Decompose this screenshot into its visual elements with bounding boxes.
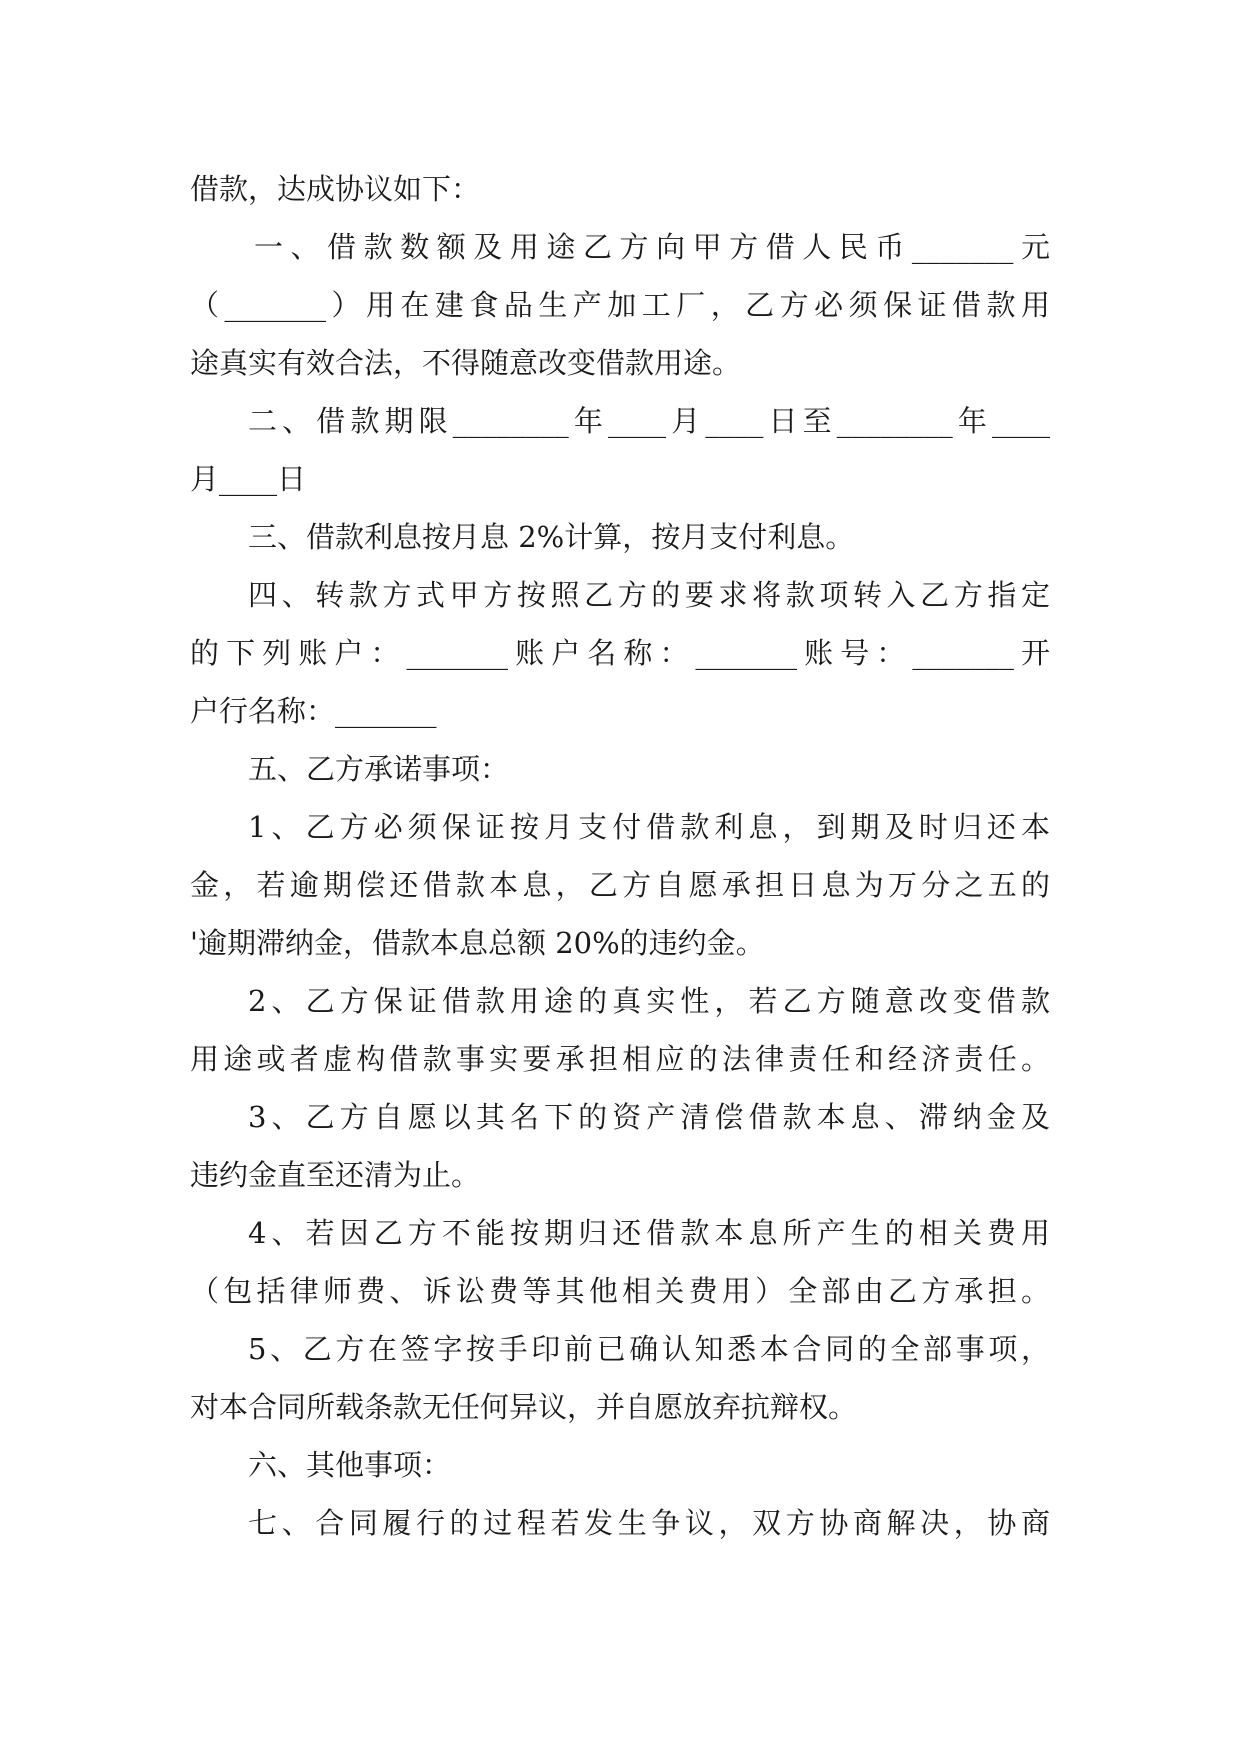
text-line: 4、若因乙方不能按期归还借款本息所产生的相关费用 <box>248 1216 1050 1250</box>
text-line: 3、乙方自愿以其名下的资产清偿借款本息、滞纳金及 <box>248 1100 1050 1134</box>
text-line: 的下列账户：_______账户名称：_______账号：_______开 <box>190 636 1050 670</box>
text-line: 用途或者虚构借款事实要承担相应的法律责任和经济责任。 <box>190 1042 1050 1076</box>
text-line: 五、乙方承诺事项： <box>248 752 510 786</box>
text-line: 1、乙方必须保证按月支付借款利息，到期及时归还本 <box>248 810 1050 844</box>
text-line: 六、其他事项： <box>248 1448 452 1482</box>
text-line: 违约金直至还清为止。 <box>190 1158 481 1192</box>
text-line: 借款，达成协议如下： <box>190 172 481 206</box>
text-line: 金，若逾期偿还借款本息，乙方自愿承担日息为万分之五的 <box>190 868 1050 902</box>
text-line: （_______）用在建食品生产加工厂，乙方必须保证借款用 <box>190 288 1050 322</box>
text-line: 2、乙方保证借款用途的真实性，若乙方随意改变借款 <box>248 984 1050 1018</box>
text-line: 四、转款方式甲方按照乙方的要求将款项转入乙方指定 <box>248 578 1050 612</box>
text-line: 户行名称：_______ <box>190 694 437 728</box>
text-line: 对本合同所载条款无任何异议，并自愿放弃抗辩权。 <box>190 1390 858 1424</box>
text-line: 途真实有效合法，不得随意改变借款用途。 <box>190 346 742 380</box>
text-line: 一、借款数额及用途乙方向甲方借人民币_______元 <box>254 230 1050 264</box>
document-body <box>190 160 1050 1552</box>
text-line: 月____日 <box>190 462 307 496</box>
text-line: （包括律师费、诉讼费等其他相关费用）全部由乙方承担。 <box>190 1274 1050 1308</box>
text-line: 二、借款期限________年____月____日至________年____ <box>248 404 1050 438</box>
text-line: 5、乙方在签字按手印前已确认知悉本合同的全部事项， <box>248 1332 1050 1366</box>
text-line: 七、合同履行的过程若发生争议，双方协商解决，协商 <box>248 1506 1050 1540</box>
text-line: '逾期滞纳金，借款本息总额 20%的违约金。 <box>190 926 765 960</box>
text-line: 三、借款利息按月息 2%计算，按月支付利息。 <box>248 520 855 554</box>
